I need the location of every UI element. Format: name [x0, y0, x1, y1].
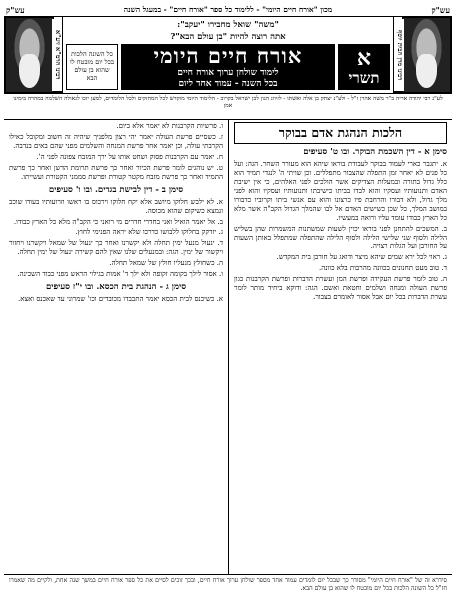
halacha-item: ד. ינעול מנעל ימין תחלה ולא יקשרנו ואחר כך ינעול של שמאל ויקשרנו ויחזור ויקשור של ימין. הגה: ובמנעלים שלנו שאין להם קשירה ינעול של ימין תחלה.	[9, 239, 223, 257]
institute-line: מכון "אורח חיים היומי" - ללימוד כל ספר "אורח חיים" - במעגל השנה	[123, 5, 333, 14]
promise-box: כל השונה הלכות בכל יום מובטח לו שהוא בן עולם הבא	[66, 44, 118, 90]
content-columns	[4, 119, 452, 574]
halacha-item: ו. פרשיות הקרבנות לא יאמר אלא ביום.	[116, 122, 223, 130]
day-label-right: עש"ק	[431, 4, 450, 15]
halacha-item: ט. יש נוהגים לומר פרשת הכיור ואחר כך פרשת תרומת הדשן ואחר כך פרשת התמיד ואחר כך פרשת מזבח מקטר קטורת ופרשת סממני הקטורת ועשייתו.	[9, 163, 223, 181]
portrait-right-image	[402, 17, 451, 93]
portrait-scroll-left	[5, 17, 63, 93]
halacha-item: ג. ראוי לכל ירא שמים שיהא מיצר ודואג על חורבן בית המקדש.	[276, 253, 447, 262]
halacha-item: ב. המשכים להתחנן לפני בוראו יכוין לשעות שמשתנות המשמרות שהן בשליש הלילה ולסוף שני שלישי הלילה ולסוף הלילה שהתפלה שמתפלל באותן השעות על החורבן ועל הגלות רצויה.	[234, 224, 447, 251]
masthead-center	[63, 17, 393, 93]
section-heading: הלכות הנהגת אדם בבוקר	[234, 122, 447, 144]
title-box	[63, 44, 393, 90]
halacha-item: ה. טוב לומר פרשת העקידה ופרשת המן ועשרת הדברות ופרשת הקרבנות כגון פרשת העולה ומנחה ושלמים וחטאת ואשם. הגה: ודוקא ביחיד מותר לומר עשרת הדברות בכל יום אבל אסור לאומרם בצבור.	[234, 275, 447, 302]
right-column	[228, 120, 452, 574]
month-name: תשרי	[348, 69, 380, 88]
day-label-left: עש"ק	[6, 4, 25, 15]
halacha-item: ה. כשחולץ מנעליו חולץ של שמאל תחלה.	[109, 259, 223, 268]
portrait-caption-left: רבינו הרמ"א זיע"א	[52, 19, 62, 91]
siman-2-title: סימן ב - דין לבישת בגדים. ובו ו' סעיפים	[48, 184, 184, 195]
title-subtitle-2: בכל השנה - עמוד אחד ליום	[178, 79, 278, 90]
portrait-scroll-right	[393, 17, 451, 93]
page-title: אורח חיים היומי	[153, 43, 303, 68]
siman-3-title: סימן ג - הנהגת בית הכסא. ובו י"ז סעיפים	[45, 282, 187, 293]
dialog-question: "משה" שואל מחבירו "יעקב":	[177, 20, 279, 30]
halacha-item: ו. אסור לילך בקומה זקופה ולא ילך ד' אמות בגילוי הראש מפני כבוד השכינה.	[17, 270, 223, 279]
left-column	[4, 120, 228, 574]
halacha-item: ב. אל יאמר הואיל ואני בחדרי חדרים מי רואני כי הקב"ה מלא כל הארץ כבודו.	[13, 217, 223, 226]
halacha-item: א. יתגבר כארי לעמוד בבוקר לעבודת בוראו שיהא הוא מעורר השחר. הגה: ועל כל פנים לא יאחר זמן התפלה שהצבור מתפללים. וכן שויתי ה' לנגדי תמיד הוא כלל גדול בתורה ובמעלות הצדיקים אשר הולכים לפני האלהים, כי אין ישיבת האדם ותנועותיו ועסקיו והוא לבדו בביתו כישיבתו ותנועותיו ועסקיו והוא לפני מלך גדול, ולא דבורו והרחבת פיו כרצונו והוא עם אנשי ביתו וקרוביו כדבורו במושב המלך, כל שכן כשישים האדם אל לבו שהמלך הגדול הקב"ה אשר מלא כל הארץ כבודו עומד עליו ורואה במעשיו.	[234, 159, 447, 222]
dedication-text: לע"נ רבי יהודה אריה ב"ר משה אהרן ז"ל - ולע"נ יצחק בן אלה ואשתו - לזיווג הגון לבן ישראל בקרוב - הלימוד היומי מוקדש לכל המחזקים ולכל הלומדים, למען יזכו לגאולה השלמה במהרה בימינו אמן	[13, 96, 443, 110]
dialog-question-2: אתה רוצה להיות "בן עולם הבא"?	[170, 32, 286, 42]
halacha-item: א. כשיכנס לבית הכסא יאמר התכבדו מכובדים וכו' שמרוני עד שאכנס ואצא.	[18, 295, 223, 304]
halacha-item: א. לא ילבש חלוקו מיושב אלא יקח חלוקו וירכוס בו ראשו וזרועותיו בעודו שוכב ונמצא כשיקום שהוא מכוסה.	[9, 197, 223, 215]
halacha-item: ז. כשסיים פרשת העולה יאמר יהי רצון מלפניך שיהיה זה חשוב ומקובל כאילו הקרבתי עולה, וכן יאמר אחר פרשת המנחה והשלמים מפני שהם באים בנדבה.	[9, 132, 223, 150]
title-subtitle-1: לימוד שולחן ערוך אורח חיים	[177, 68, 279, 79]
halacha-item: ח. יאמר עם הקרבנות פסוק ושחט אותו על ירך המזבח צפונה לפני ה'.	[36, 152, 223, 161]
title-banner	[121, 44, 335, 90]
portrait-left-image	[5, 17, 54, 93]
portrait-caption-right: רבינו מרן הבית יוסף	[394, 19, 404, 91]
month-box	[338, 44, 390, 90]
top-strip	[4, 3, 452, 16]
month-letter: א	[356, 45, 372, 72]
footer-text: סידרא זה של "אורח חיים היומי" מסודר כך שבכל יום לומדים עמוד אחד מספר שולחן ערוך אורח חיים, ובכך זוכים לסיים את כל ספר אורח חיים במשך שנה אחת, ולקיים מה שאמרו חז"ל כל השונה הלכות בכל יום מובטח לו שהוא בן עולם הבא.	[4, 574, 452, 600]
halacha-item: ד. טוב מעט תחנונים בכוונה מהרבות בלא כוונה.	[319, 264, 447, 273]
masthead	[4, 16, 452, 94]
halacha-item: ג. יזדקק בחלוקו ללבושו כדרכו שלא יראה הפנימי לחוץ.	[75, 228, 223, 237]
siman-1-title: סימן א - דין השכמת הבוקר. ובו ט' סעיפים	[303, 147, 447, 157]
